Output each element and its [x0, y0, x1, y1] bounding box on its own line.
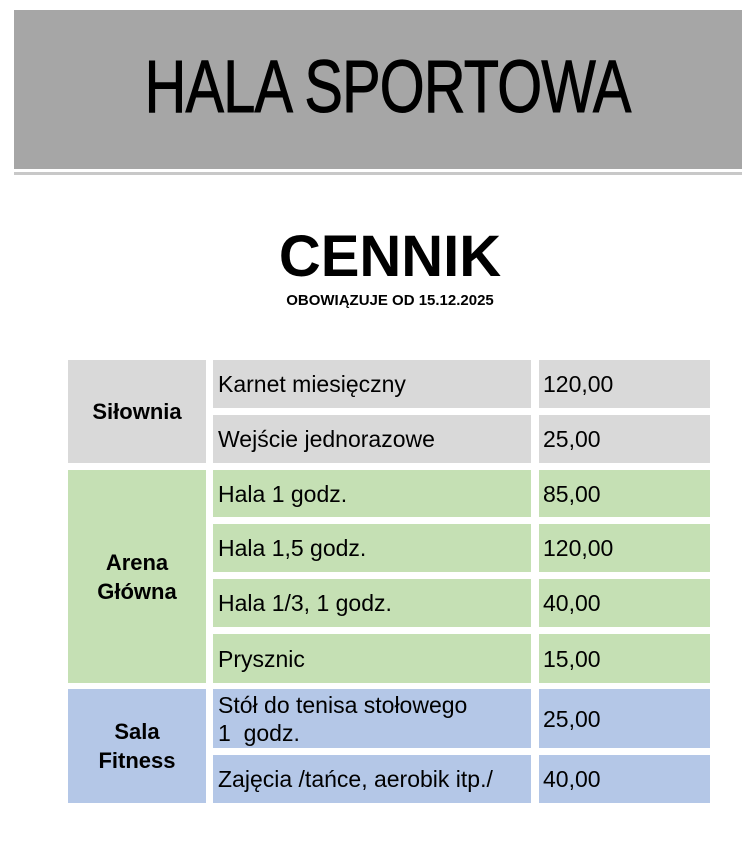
- table-row-label: Hala 1/3, 1 godz.: [213, 579, 531, 627]
- category-silownia: [68, 360, 206, 463]
- table-row-price: 25,00: [539, 415, 710, 463]
- table-row-price: 40,00: [539, 579, 710, 627]
- category-label-line1: Sala: [114, 719, 160, 744]
- table-row-price: 40,00: [539, 755, 710, 803]
- table-row-label: Hala 1 godz.: [213, 470, 531, 517]
- table-row-price: 120,00: [539, 360, 710, 408]
- table-row-price: 85,00: [539, 470, 710, 517]
- header-banner: [14, 10, 742, 169]
- page-title: CENNIK: [278, 224, 502, 289]
- table-row-price: 15,00: [539, 634, 710, 683]
- table-row-label: Hala 1,5 godz.: [213, 524, 531, 572]
- table-row-label: Prysznic: [213, 634, 531, 683]
- table-row-label: Wejście jednorazowe: [213, 415, 531, 463]
- table-row-price: 25,00: [539, 689, 710, 748]
- table-row-price: 120,00: [539, 524, 710, 572]
- category-label: Siłownia: [92, 399, 182, 424]
- category-label-line1: Arena: [105, 549, 169, 575]
- category-label-line2: Główna: [97, 578, 177, 604]
- table-row-label: [213, 689, 531, 748]
- banner-title: HALA SPORTOWA: [144, 45, 631, 128]
- page-subtitle: OBOWIĄZUJE OD 15.12.2025: [286, 292, 494, 309]
- category-arena-glowna: [68, 470, 206, 683]
- table-row-label-line1: Stół do tenisa stołowego: [218, 691, 468, 718]
- category-sala-fitness: [68, 689, 206, 803]
- table-row-label-line2: 1 godz.: [218, 719, 300, 746]
- table-row-label: Zajęcia /tańce, aerobik itp./: [213, 755, 531, 803]
- header-divider: [14, 172, 742, 175]
- category-label-line2: Fitness: [98, 748, 176, 773]
- table-row-label: Karnet miesięczny: [213, 360, 531, 408]
